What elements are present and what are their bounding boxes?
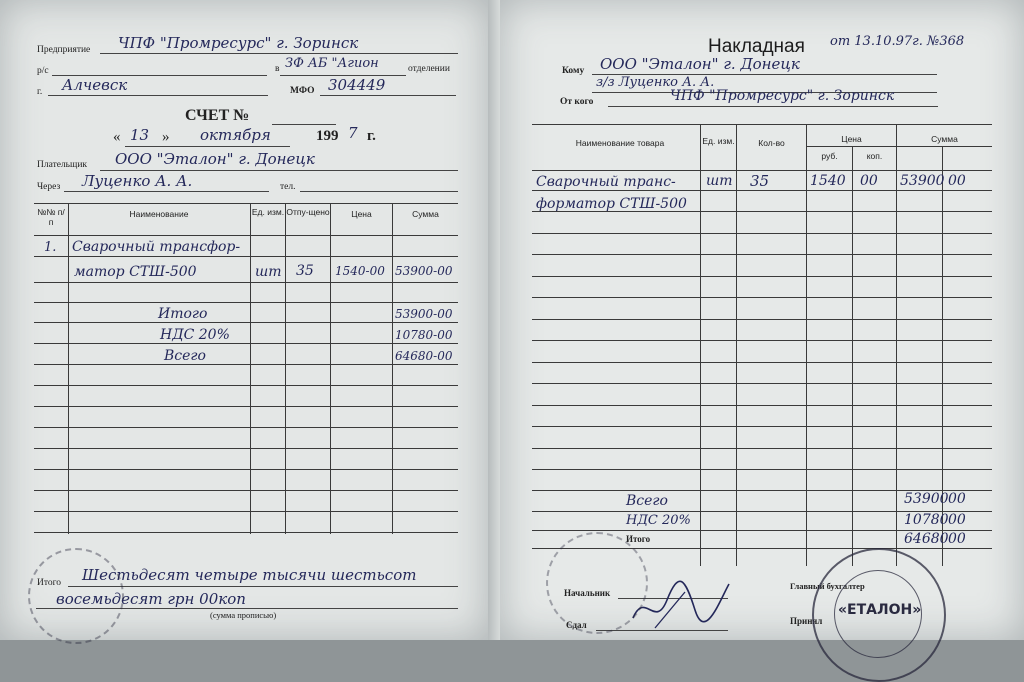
words-caption: (сумма прописью): [210, 610, 277, 620]
date-open-quote: «: [113, 129, 121, 145]
mfo-value: 304449: [328, 76, 386, 94]
payer-value: ООО "Эталон" г. Донецк: [115, 150, 315, 168]
waybill-item-sum-kop: 00: [948, 173, 966, 189]
account-label: р/с: [37, 66, 49, 76]
item-name-line2: матор СТШ-500: [74, 264, 197, 280]
waybill-item-qty: 35: [750, 172, 770, 190]
total-value: 53900-00: [395, 307, 453, 321]
invoice-page: [0, 0, 488, 640]
stamp-partial-mid: [546, 532, 651, 634]
issued-label: Сдал: [566, 620, 587, 630]
to-label: Кому: [562, 66, 585, 76]
table-header-sum: Сумма: [412, 209, 439, 219]
waybill-header-price-rub: руб.: [821, 151, 838, 161]
waybill-item-sum-rub: 53900: [900, 173, 945, 189]
waybill-total-rub: 53900: [904, 491, 949, 507]
table-header-released: Отпу-щено: [286, 207, 330, 217]
via-label: Через: [37, 182, 61, 192]
waybill-header-price: Цена: [841, 134, 862, 144]
waybill-vat-label: НДС 20%: [626, 513, 691, 528]
received-label: Принял: [790, 616, 823, 626]
item-qty: 35: [296, 263, 314, 279]
enterprise-label: Предприятие: [37, 45, 91, 55]
waybill-item-price-kop: 00: [860, 173, 878, 189]
page-gutter: [488, 0, 500, 640]
date-year-prefix: 199: [316, 128, 339, 144]
to-via-value: з/з Луценко А. А.: [596, 75, 715, 90]
waybill-header-name: Наименование товара: [575, 138, 665, 148]
waybill-vat-rub: 10780: [904, 512, 949, 528]
from-value: ЧПФ "Промресурс" г. Зоринск: [670, 88, 895, 104]
date-month: октября: [200, 126, 271, 144]
table-header-name: Наименование: [129, 209, 189, 219]
waybill-grand-kop: 00: [948, 531, 966, 547]
bank-value: ЗФ АБ "Агион: [285, 56, 379, 71]
item-name-line1: Сварочный трансфор-: [72, 239, 241, 255]
waybill-vat-kop: 00: [948, 512, 966, 528]
vat-label: НДС 20%: [160, 327, 230, 343]
branch-label: отделении: [408, 64, 450, 74]
words-line2: восемьдесят грн 00коп: [56, 590, 246, 608]
waybill-item-name-line1: Сварочный транс-: [536, 174, 676, 190]
enterprise-value: ЧПФ "Промресурс" г. Зоринск: [118, 34, 359, 52]
grand-total-label: Всего: [164, 348, 206, 364]
from-label: От кого: [560, 97, 594, 107]
waybill-grand-label: Итого: [626, 534, 651, 544]
vat-value: 10780-00: [395, 328, 453, 342]
waybill-item-price-rub: 1540: [810, 173, 846, 189]
accountant-label: Главный бухгалтер: [790, 581, 865, 591]
waybill-title-note: от 13.10.97г. №368: [830, 34, 965, 49]
waybill-total-label: Всего: [626, 493, 668, 509]
waybill-page: [500, 0, 1024, 640]
waybill-total-kop: 00: [948, 491, 966, 507]
item-num: 1.: [44, 240, 57, 255]
words-line1: Шестьдесят четыре тысячи шестьсот: [82, 566, 417, 584]
table-header-price: Цена: [351, 209, 372, 219]
via-value: Луценко А. А.: [82, 172, 193, 190]
date-year-label: г.: [367, 128, 376, 144]
date-close-quote: »: [162, 129, 170, 145]
waybill-header-unit: Ед. изм.: [702, 136, 735, 146]
tel-label: тел.: [280, 182, 296, 192]
city-value: Алчевск: [62, 76, 128, 94]
date-day: 13: [130, 126, 150, 144]
mfo-label: МФО: [290, 86, 315, 96]
waybill-header-sum: Сумма: [931, 134, 958, 144]
chief-label: Начальник: [564, 588, 611, 598]
waybill-title: Накладная: [708, 36, 805, 57]
invoice-title: СЧЕТ №: [185, 107, 250, 124]
grand-total-value: 64680-00: [395, 349, 453, 363]
table-header-num: №№ п/п: [37, 207, 65, 227]
words-label: Итого: [37, 578, 62, 588]
date-year-suffix: 7: [348, 124, 358, 142]
item-unit: шт: [255, 264, 282, 280]
payer-label: Плательщик: [37, 160, 88, 170]
item-sum: 53900-00: [395, 264, 453, 278]
item-price: 1540-00: [335, 264, 385, 278]
table-header-unit: Ед. изм.: [251, 207, 285, 217]
stamp-partial-left: [28, 548, 124, 644]
stamp-text: «ЕТАЛОН»: [838, 602, 922, 618]
company-stamp: [812, 548, 946, 682]
to-value: ООО "Эталон" г. Донецк: [600, 55, 800, 73]
waybill-item-name-line2: форматор СТШ-500: [536, 196, 687, 212]
waybill-item-unit: шт: [706, 173, 733, 189]
waybill-grand-rub: 64680: [904, 531, 949, 547]
city-label: г.: [37, 87, 43, 97]
waybill-header-qty: Кол-во: [758, 138, 785, 148]
waybill-header-price-kop: коп.: [866, 151, 883, 161]
total-label: Итого: [158, 306, 208, 322]
bank-prefix: в: [275, 64, 280, 74]
